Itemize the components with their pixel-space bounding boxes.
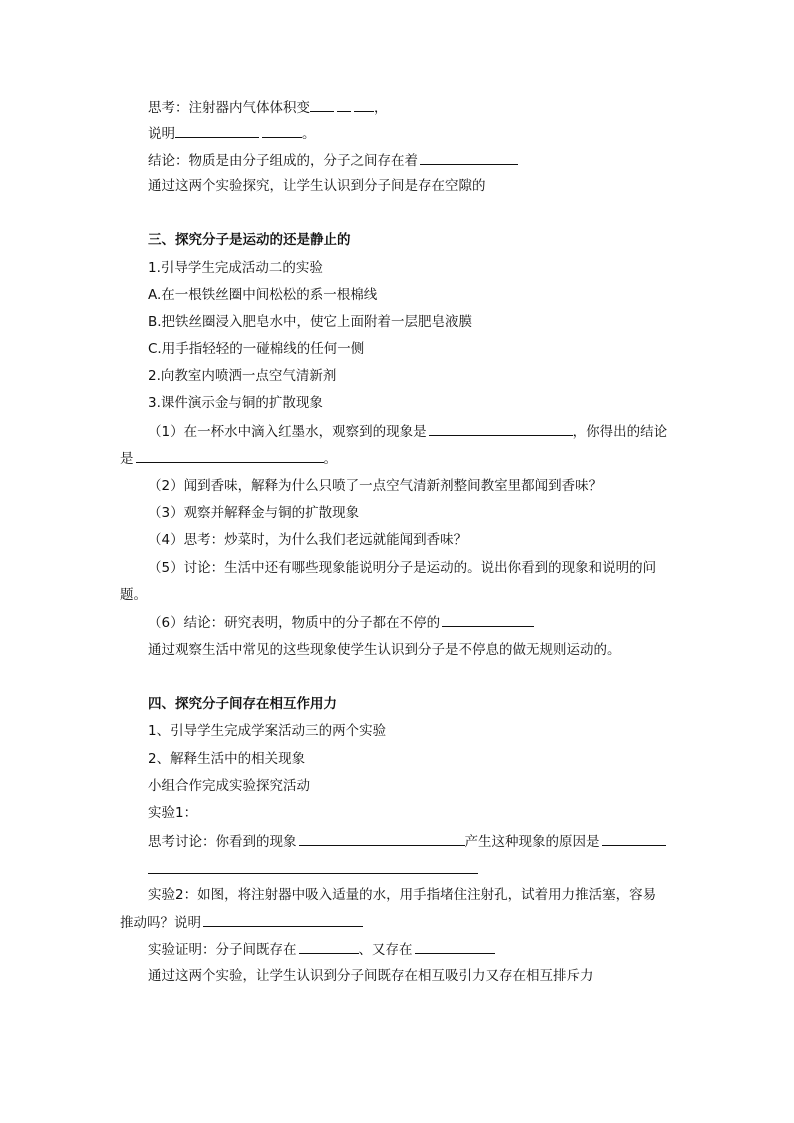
question-line: （3）观察并解释金与铜的扩散现象 — [148, 505, 360, 521]
question-line-continued: 是 。 — [120, 451, 337, 467]
answer-blank[interactable] — [175, 124, 259, 138]
summary-text: 通过观察生活中常见的这些现象使学生认识到分子是不停息的做无规则运动的。 — [148, 642, 621, 658]
summary-text: 通过这两个实验，让学生认识到分子间既存在相互吸引力又存在相互排斥力 — [148, 968, 594, 984]
answer-line[interactable] — [148, 873, 478, 874]
question-line-continued: 题。 — [120, 587, 147, 603]
answer-blank[interactable] — [262, 124, 302, 138]
answer-blank[interactable] — [415, 940, 495, 954]
discussion-line: 思考讨论：你看到的现象 产生这种现象的原因是 — [148, 832, 666, 851]
list-item: 2、解释生活中的相关现象 — [148, 751, 306, 767]
list-item: 实验1： — [148, 805, 198, 821]
experiment-line-continued: 推动吗？说明 — [120, 913, 363, 932]
question-line: （6）结论：研究表明，物质中的分子都在不停的 — [148, 613, 534, 632]
explain-line: 说明 。 — [148, 126, 316, 142]
answer-blank[interactable] — [310, 98, 334, 112]
answer-blank[interactable] — [602, 832, 666, 846]
list-item: A.在一根铁丝圈中间松松的系一根棉线 — [148, 287, 378, 303]
section-heading: 三、探究分子是运动的还是静止的 — [148, 232, 351, 248]
list-item: 1、引导学生完成学案活动三的两个实验 — [148, 723, 387, 739]
question-line: （2）闻到香味，解释为什么只喷了一点空气清新剂整间教室里都闻到香味？ — [148, 478, 603, 494]
section-heading: 四、探究分子间存在相互作用力 — [148, 696, 337, 712]
list-item: 2.向教室内喷洒一点空气清新剂 — [148, 368, 337, 384]
answer-blank[interactable] — [203, 913, 363, 927]
question-line: （1）在一杯水中滴入红墨水，观察到的现象是 ，你得出的结论 — [148, 424, 668, 440]
list-item: 3.课件演示金与铜的扩散现象 — [148, 395, 323, 411]
think-question-line: 思考：注射器内气体体积变 ， — [148, 100, 388, 116]
answer-blank[interactable] — [299, 832, 465, 846]
summary-text: 通过这两个实验探究，让学生认识到分子间是存在空隙的 — [148, 178, 486, 194]
answer-blank[interactable] — [429, 422, 573, 436]
answer-blank[interactable] — [442, 613, 534, 627]
list-item: B.把铁丝圈浸入肥皂水中，使它上面附着一层肥皂液膜 — [148, 314, 473, 330]
conclusion-line: 结论：物质是由分子组成的，分子之间存在着 — [148, 151, 518, 170]
answer-blank[interactable] — [136, 449, 324, 463]
experiment-line: 实验2：如图，将注射器中吸入适量的水，用手指堵住注射孔，试着用力推活塞，容易 — [148, 887, 657, 903]
list-item: 1.引导学生完成活动二的实验 — [148, 260, 323, 276]
list-item: 小组合作完成实验探究活动 — [148, 778, 310, 794]
answer-blank[interactable] — [337, 98, 351, 112]
question-line: （4）思考：炒菜时，为什么我们老远就能闻到香味？ — [148, 532, 468, 548]
question-line: （5）讨论：生活中还有哪些现象能说明分子是运动的。说出你看到的现象和说明的问 — [148, 560, 657, 576]
list-item: C.用手指轻轻的一碰棉线的任何一侧 — [148, 341, 365, 357]
answer-blank[interactable] — [299, 940, 359, 954]
answer-blank[interactable] — [354, 98, 374, 112]
proof-line: 实验证明：分子间既存在 、又存在 — [148, 940, 495, 959]
answer-blank[interactable] — [420, 151, 518, 165]
